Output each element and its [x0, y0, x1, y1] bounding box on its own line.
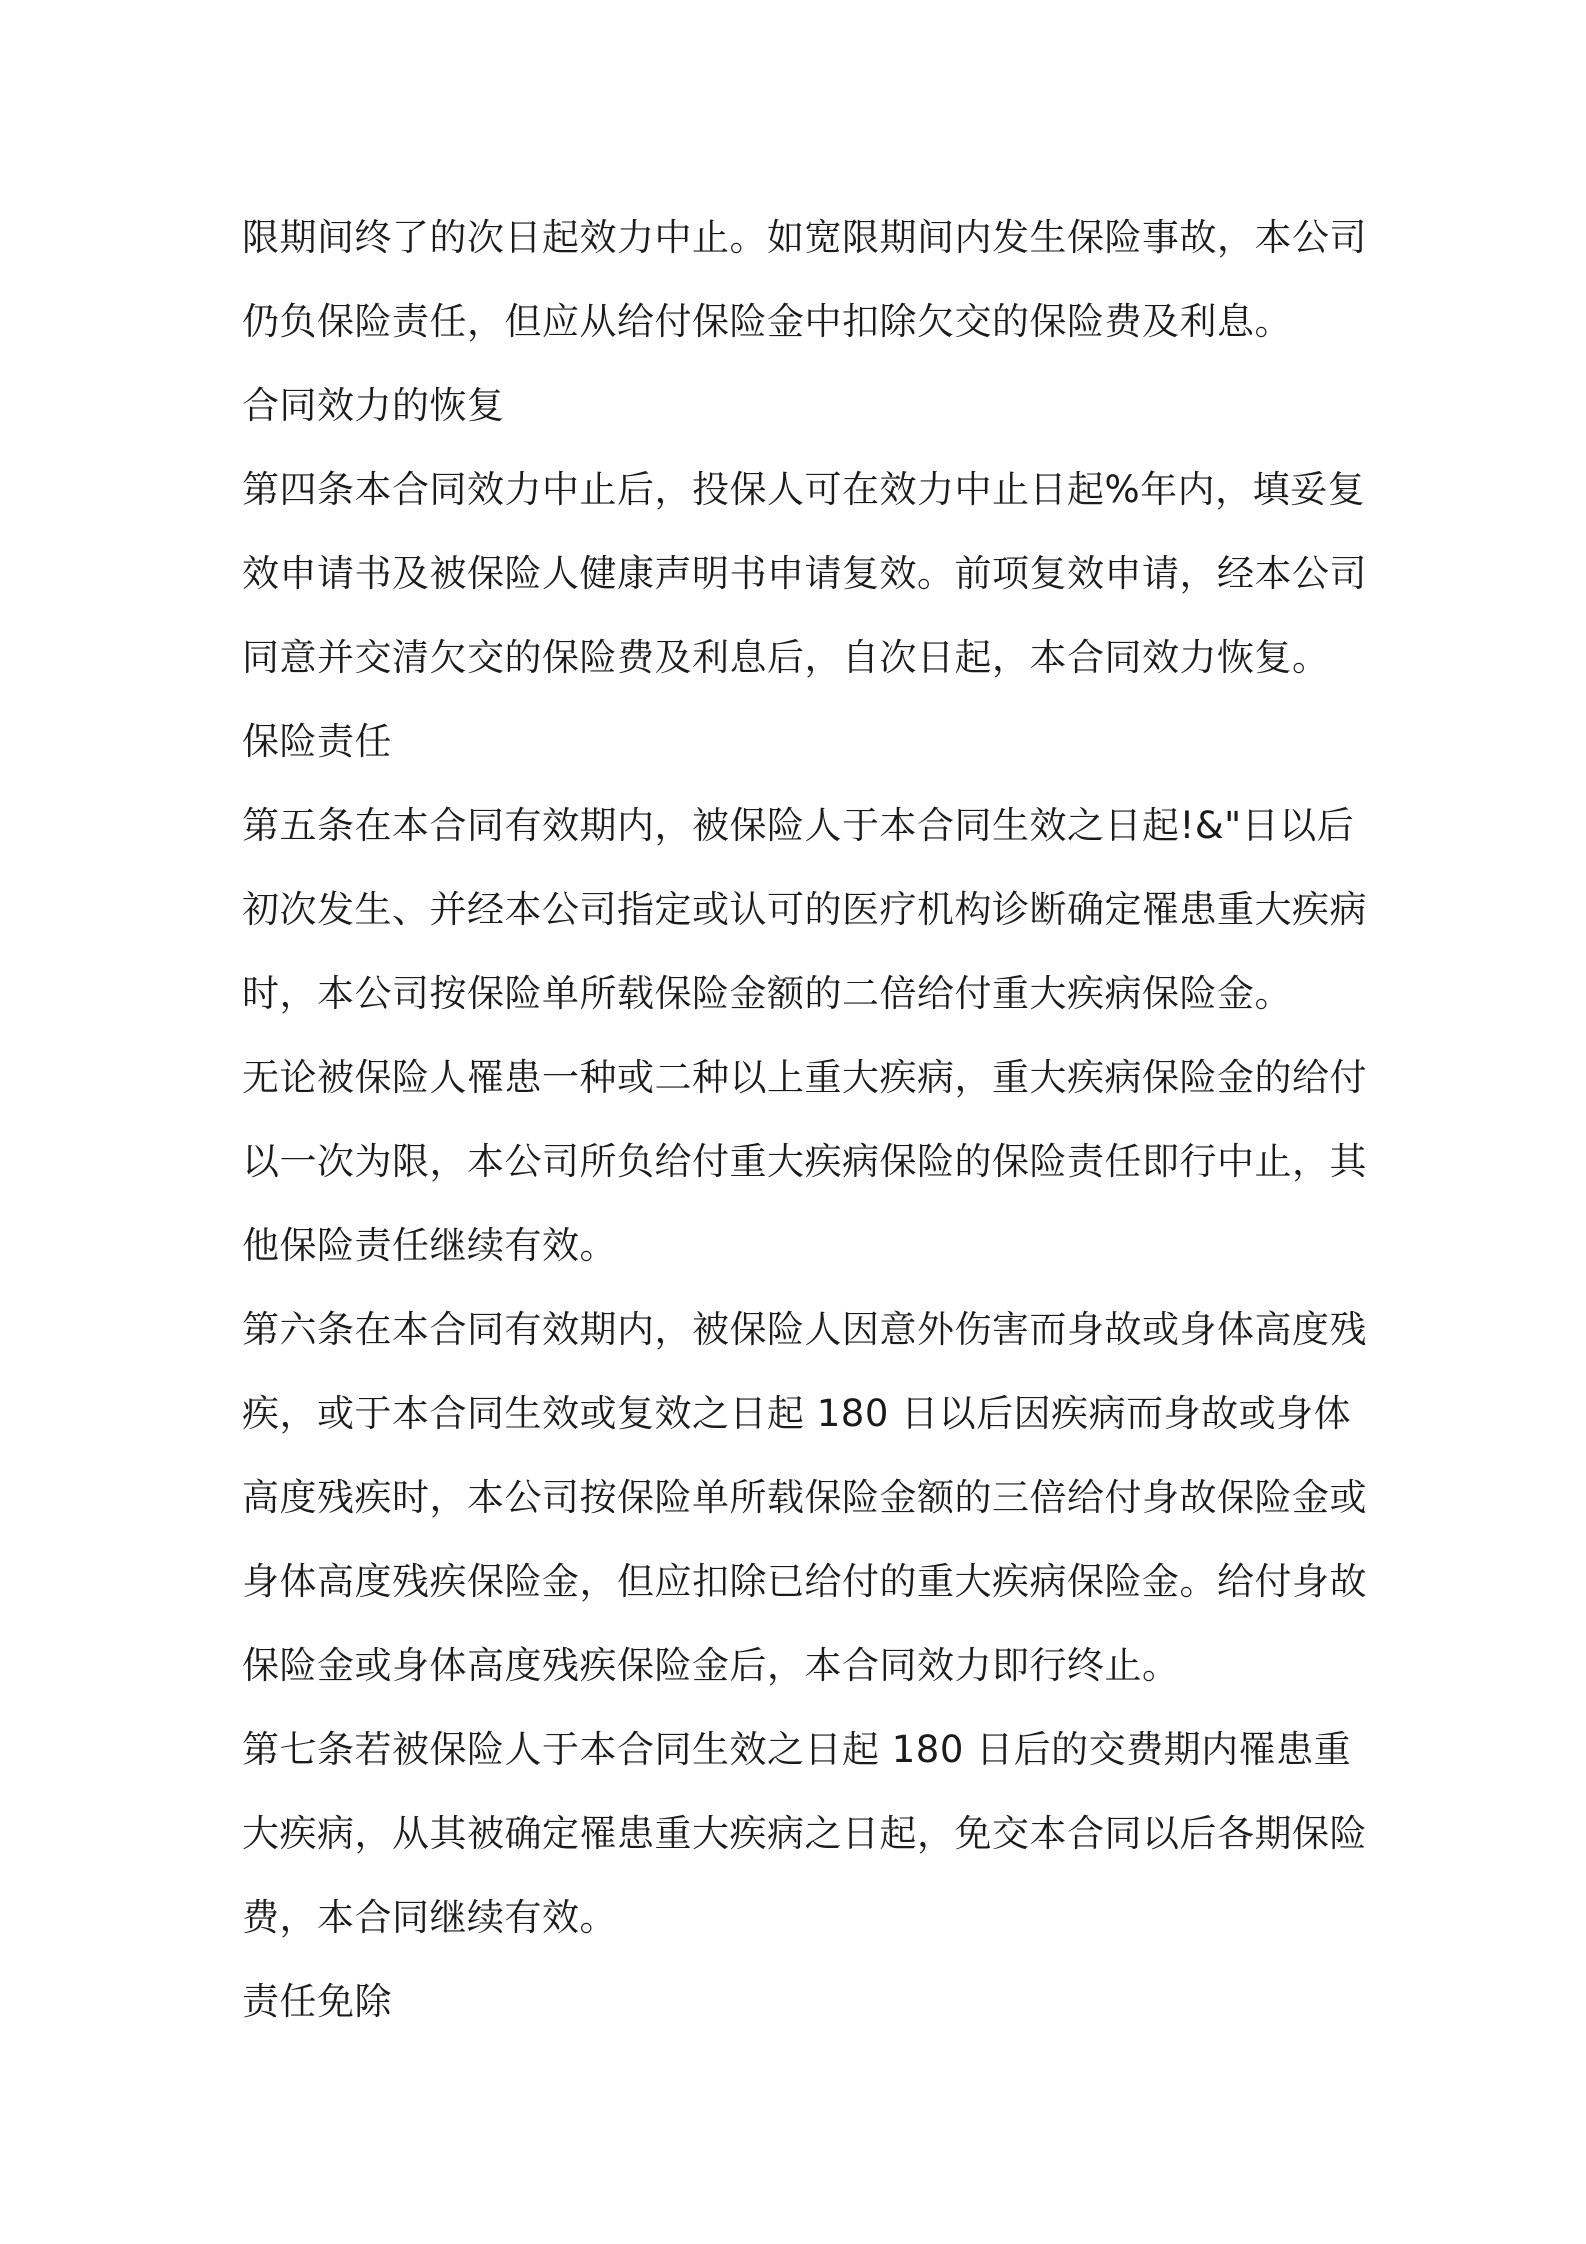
text-line: 第四条本合同效力中止后，投保人可在效力中止日起%年内，填妥复: [242, 468, 1366, 511]
text-line: 第七条若被保险人于本合同生效之日起 180 日后的交费期内罹患重: [242, 1728, 1352, 1771]
section-heading: 保险责任: [242, 720, 392, 763]
text-line: 效申请书及被保险人健康声明书申请复效。前项复效申请，经本公司: [242, 552, 1367, 595]
text-line: 高度残疾时，本公司按保险单所载保险金额的三倍给付身故保险金或: [242, 1476, 1367, 1519]
text-line: 时，本公司按保险单所载保险金额的二倍给付重大疾病保险金。: [242, 972, 1292, 1015]
text-line: 仍负保险责任，但应从给付保险金中扣除欠交的保险费及利息。: [242, 300, 1292, 343]
text-line: 以一次为限，本公司所负给付重大疾病保险的保险责任即行中止，其: [242, 1140, 1367, 1183]
text-line: 他保险责任继续有效。: [242, 1224, 617, 1267]
text-line: 同意并交清欠交的保险费及利息后，自次日起，本合同效力恢复。: [242, 636, 1330, 679]
text-line: 第五条在本合同有效期内，被保险人于本合同生效之日起!&"日以后: [242, 804, 1355, 847]
text-line: 第六条在本合同有效期内，被保险人因意外伤害而身故或身体高度残: [242, 1308, 1367, 1351]
section-heading: 责任免除: [242, 1980, 392, 2023]
section-heading: 合同效力的恢复: [242, 384, 505, 427]
text-line: 保险金或身体高度残疾保险金后，本合同效力即行终止。: [242, 1644, 1180, 1687]
text-line: 限期间终了的次日起效力中止。如宽限期间内发生保险事故，本公司: [242, 216, 1367, 259]
text-line: 初次发生、并经本公司指定或认可的医疗机构诊断确定罹患重大疾病: [242, 888, 1367, 931]
text-line: 费，本合同继续有效。: [242, 1896, 617, 1939]
text-line: 无论被保险人罹患一种或二种以上重大疾病，重大疾病保险金的给付: [242, 1056, 1367, 1099]
text-line: 疾，或于本合同生效或复效之日起 180 日以后因疾病而身故或身体: [242, 1392, 1352, 1435]
text-line: 大疾病，从其被确定罹患重大疾病之日起，免交本合同以后各期保险: [242, 1812, 1367, 1855]
text-line: 身体高度残疾保险金，但应扣除已给付的重大疾病保险金。给付身故: [242, 1560, 1367, 1603]
document-body: [242, 196, 1367, 2044]
